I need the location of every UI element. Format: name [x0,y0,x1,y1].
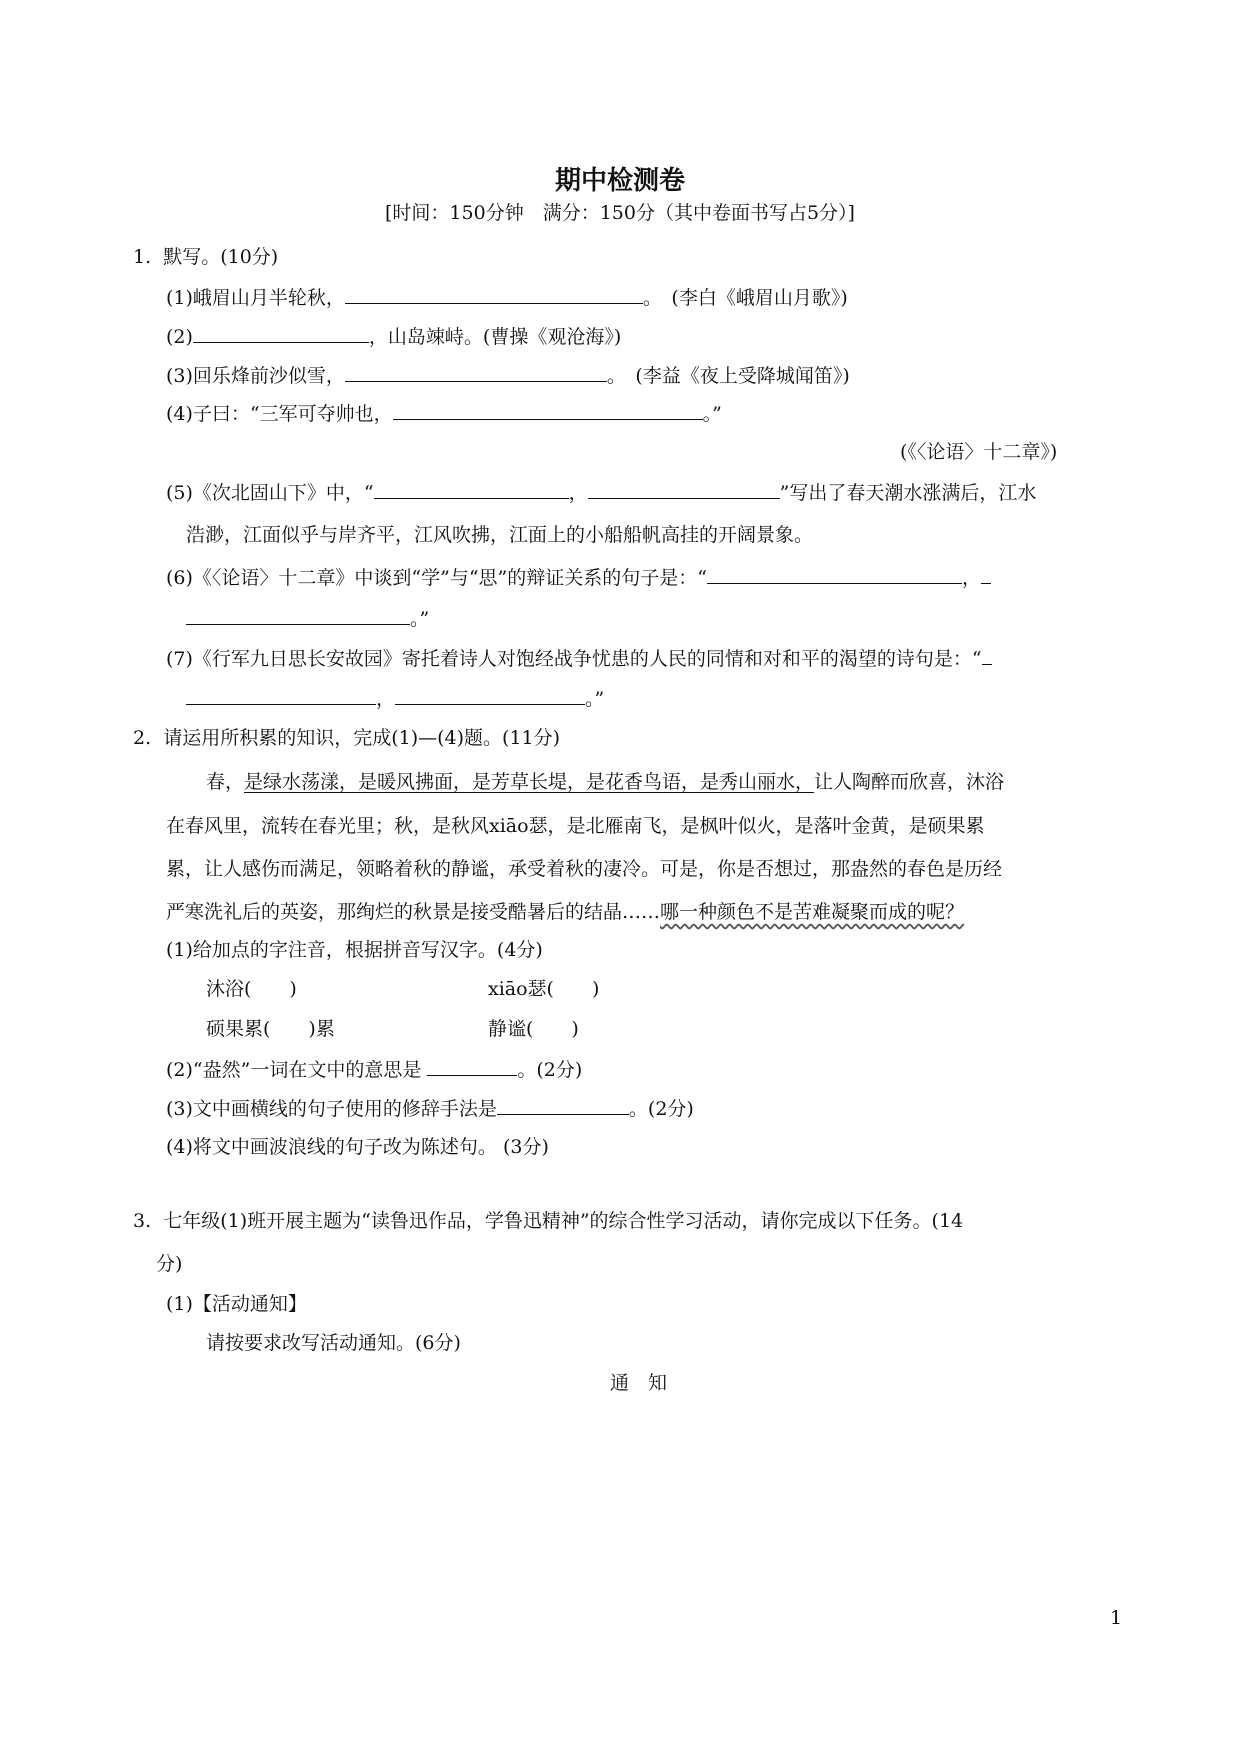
answer-blank[interactable] [345,283,643,304]
q3-sub-1: (1)【活动通知】 [166,1293,307,1315]
answer-blank[interactable] [981,563,991,584]
q2-heading: 2. 请运用所积累的知识，完成(1)—(4)题。(11分) [133,727,561,749]
q3-heading: 3. 七年级(1)班开展主题为“读鲁迅作品，学鲁迅精神”的综合性学习活动，请你完成以下任务。(14 [133,1210,964,1232]
q1-item-7: (7)《行军九日思长安故园》寄托着诗人对饱经战争忧患的人民的同情和对和平的渴望的诗句是：“ [166,644,992,673]
q3-sub-1-desc: 请按要求改写活动通知。(6分) [206,1332,461,1354]
q1-heading: 1. 默写。(10分) [133,246,279,268]
q1-item-4: (4)子曰：“三军可夺帅也， 。” [166,399,722,428]
answer-blank[interactable] [982,644,992,665]
q3-heading-line2: 分) [156,1253,183,1275]
q1-item-1: (1)峨眉山月半轮秋， 。 (李白《峨眉山月歌》) [166,283,848,312]
answer-blank[interactable] [345,361,607,382]
answer-blank[interactable] [427,1055,517,1076]
q1-item-5-line2: 浩渺，江面似乎与岸齐平，江风吹拂，江面上的小船船帆高挂的开阔景象。 [186,524,814,546]
q2-sub-1: (1)给加点的字注音，根据拼音写汉字。(4分) [166,939,543,961]
q2-sub-4: (4)将文中画波浪线的句子改为陈述句。 (3分) [166,1136,549,1158]
answer-blank[interactable] [707,563,962,584]
q1-item-5: (5)《次北固山下》中，“ ， ”写出了春天潮水涨满后，江水 [166,478,1036,507]
q2-passage-line-2: 在春风里，流转在春光里；秋，是秋风xiāo瑟，是北雁南飞，是枫叶似火，是落叶金黄，是硕果累 [166,815,985,837]
page-title: 期中检测卷 [554,166,685,196]
answer-blank[interactable] [393,399,703,420]
q2-passage-line-1: 春，是绿水荡漾，是暖风拂面，是芳草长堤，是花香鸟语，是秀山丽水，让人陶醉而欣喜，沐浴 [206,771,1005,793]
q1-item-7-line2: ， 。” [186,684,604,713]
answer-blank[interactable] [395,684,585,705]
q2-word-4[interactable]: 静谧( ) [488,1018,579,1040]
q2-word-2[interactable]: xiāo瑟( ) [488,978,600,1000]
answer-blank[interactable] [588,478,780,499]
q1-item-2: (2) ，山岛竦峙。(曹操《观沧海》) [166,322,621,351]
q2-sub-2: (2)“盎然”一词在文中的意思是 。(2分) [166,1055,582,1084]
notice-title: 通 知 [610,1372,668,1394]
q1-item-4-source: (《〈论语〉十二章》) [900,441,1058,463]
answer-blank[interactable] [497,1094,629,1115]
answer-blank[interactable] [186,684,376,705]
answer-blank[interactable] [374,478,569,499]
q1-item-6-line2: 。” [186,604,429,633]
q2-word-3[interactable]: 硕果累( )累 [206,1018,335,1040]
underlined-sentence: 是绿水荡漾，是暖风拂面，是芳草长堤，是花香鸟语，是秀山丽水， [244,771,815,793]
answer-blank[interactable] [186,604,410,625]
q2-sub-3: (3)文中画横线的句子使用的修辞手法是 。(2分) [166,1094,694,1123]
q2-passage-line-4: 严寒洗礼后的英姿，那绚烂的秋景是接受酷暑后的结晶……哪一种颜色不是苦难凝聚而成的呢？ [166,901,965,923]
q1-item-3: (3)回乐烽前沙似雪， 。 (李益《夜上受降城闻笛》) [166,361,850,390]
page-number: 1 [1110,1607,1123,1629]
q2-word-1[interactable]: 沐浴( ) [206,978,297,1000]
answer-blank[interactable] [193,322,369,343]
wavy-underlined-sentence: 哪一种颜色不是苦难凝聚而成的呢？ [660,901,965,923]
q1-item-6: (6)《〈论语〉十二章》中谈到“学”与“思”的辩证关系的句子是：“ ， [166,563,991,592]
q2-passage-line-3: 累，让人感伤而满足，领略着秋的静谧，承受着秋的凄冷。可是，你是否想过，那盎然的春色是历经 [166,858,1003,880]
exam-info: [时间：150分钟 满分：150分（其中卷面书写占5分）] [385,202,855,224]
